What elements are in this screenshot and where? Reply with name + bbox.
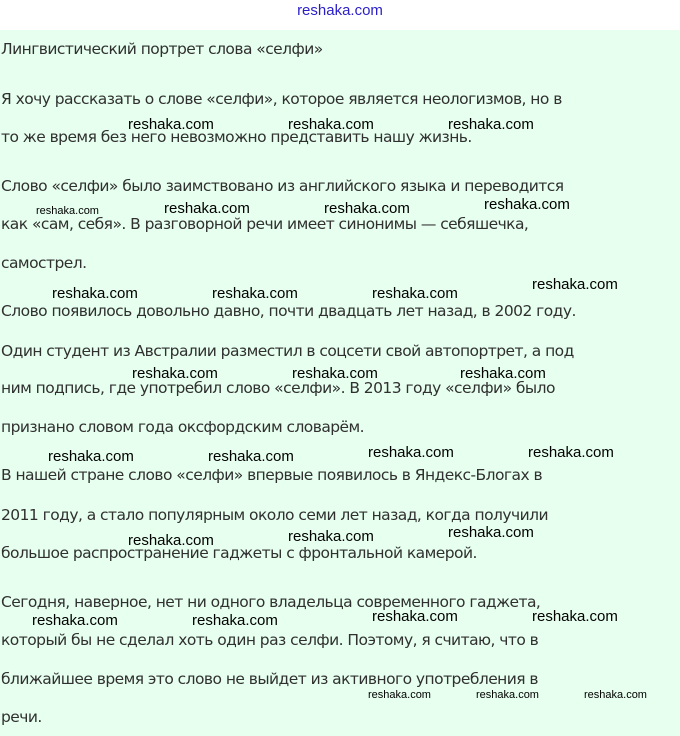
watermark: reshaka.com [52, 285, 138, 302]
watermark: reshaka.com [292, 365, 378, 382]
watermark: reshaka.com [212, 285, 298, 302]
watermark: reshaka.com [532, 608, 618, 625]
text-line: то же время без него невозможно представить нашу жизнь. [1, 128, 472, 146]
watermark: reshaka.com [460, 365, 546, 382]
text-line: ним подпись, где употребил слово «селфи». В 2013 году «селфи» было [1, 379, 555, 397]
text-line: Один студент из Австралии разместил в соцсети свой автопортрет, а под [1, 342, 574, 360]
watermark: reshaka.com [128, 532, 214, 549]
text-line: ближайшее время это слово не выйдет из активного употребления в [1, 670, 539, 688]
watermark: reshaka.com [372, 285, 458, 302]
watermark: reshaka.com [484, 196, 570, 213]
watermark: reshaka.com [368, 444, 454, 461]
watermark: reshaka.com [528, 444, 614, 461]
watermark: reshaka.com [288, 528, 374, 545]
text-line: признано словом года оксфордским словарём. [1, 418, 365, 436]
text-line: самострел. [1, 254, 87, 272]
watermark: reshaka.com [448, 524, 534, 541]
watermark: reshaka.com [192, 612, 278, 629]
watermark: reshaka.com [532, 276, 618, 293]
site-logo[interactable]: reshaka.com [297, 2, 383, 19]
text-line: который бы не сделал хоть один раз селфи. Поэтому, я считаю, что в [1, 631, 539, 649]
watermark: reshaka.com [288, 116, 374, 133]
watermark: reshaka.com [368, 689, 431, 701]
watermark: reshaka.com [476, 689, 539, 701]
text-line: Слово появилось довольно давно, почти двадцать лет назад, в 2002 году. [1, 302, 576, 320]
document-title: Лингвистический портрет слова «селфи» [1, 40, 323, 58]
text-line: В нашей стране слово «селфи» впервые появилось в Яндекс-Блогах в [1, 466, 543, 484]
watermark: reshaka.com [36, 205, 99, 217]
text-line: речи. [1, 708, 42, 726]
watermark: reshaka.com [32, 612, 118, 629]
text-line: 2011 году, а стало популярным около семи лет назад, когда получили [1, 506, 549, 524]
text-line: Сегодня, наверное, нет ни одного владельца современного гаджета, [1, 593, 541, 611]
text-line: как «сам, себя». В разговорной речи имеет синонимы — себяшечка, [1, 215, 529, 233]
watermark: reshaka.com [164, 200, 250, 217]
site-header [0, 0, 680, 30]
watermark: reshaka.com [208, 448, 294, 465]
watermark: reshaka.com [128, 116, 214, 133]
watermark: reshaka.com [48, 448, 134, 465]
text-line: Слово «селфи» было заимствовано из английского языка и переводится [1, 177, 564, 195]
watermark: reshaka.com [448, 116, 534, 133]
text-line: Я хочу рассказать о слове «селфи», которое является неологизмов, но в [1, 90, 562, 108]
watermark: reshaka.com [372, 608, 458, 625]
watermark: reshaka.com [324, 200, 410, 217]
watermark: reshaka.com [132, 365, 218, 382]
text-line: большое распространение гаджеты с фронтальной камерой. [1, 544, 477, 562]
watermark: reshaka.com [584, 689, 647, 701]
